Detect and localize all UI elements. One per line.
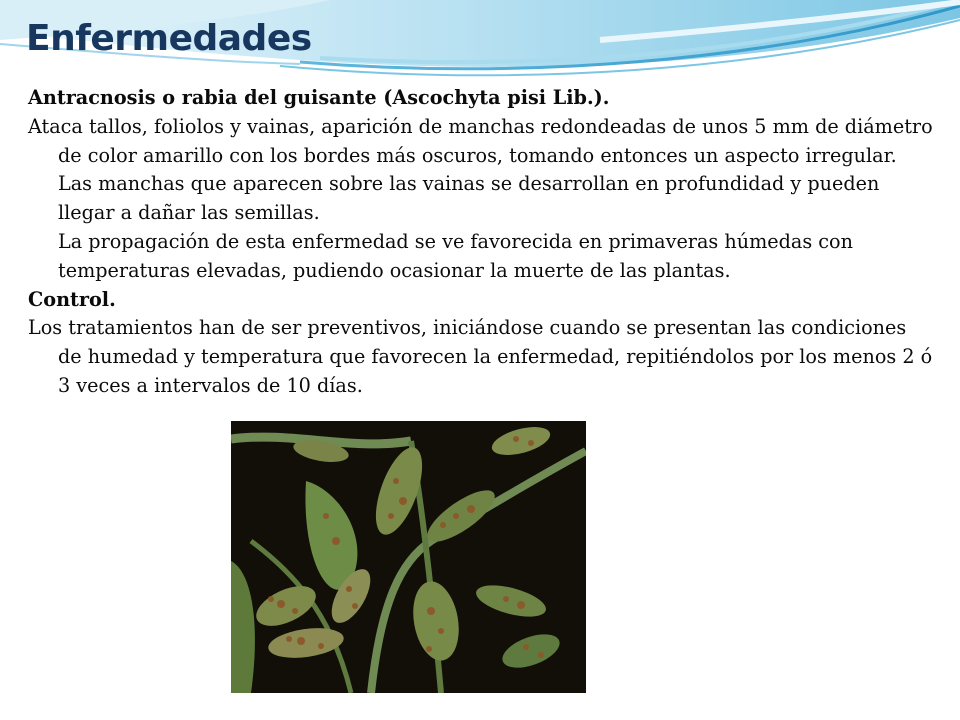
- slide-body: [28, 84, 933, 401]
- diseased-pea-plant-photo: [231, 421, 586, 693]
- disease-symptoms-text: Ataca tallos, foliolos y vainas, aparición de manchas redondeadas de unos 5 mm de diámetro de color amarillo con los bordes más oscuros, tomando entonces un aspecto irregular. Las manchas que aparecen sobre las vainas se desarrollan en profundidad y pueden llegar a dañar las semillas.: [28, 114, 933, 225]
- control-description: Los tratamientos han de ser preventivos, iniciándose cuando se presentan las condiciones de humedad y temperatura que favorecen la enfermedad, repitiéndolos por los menos 2 ó 3 veces a intervalos de 10 días.: [28, 316, 933, 397]
- disease-propagation-text: La propagación de esta enfermedad se ve favorecida en primaveras húmedas con temperaturas elevadas, pudiendo ocasionar la muerte de las plantas.: [58, 229, 853, 282]
- disease-heading: Antracnosis o rabia del guisante (Ascochyta pisi Lib.).: [28, 86, 610, 109]
- control-heading: Control.: [28, 287, 116, 311]
- disease-description: [28, 113, 933, 228]
- slide-title: Enfermedades: [26, 18, 312, 59]
- plant-illustration: [231, 421, 586, 693]
